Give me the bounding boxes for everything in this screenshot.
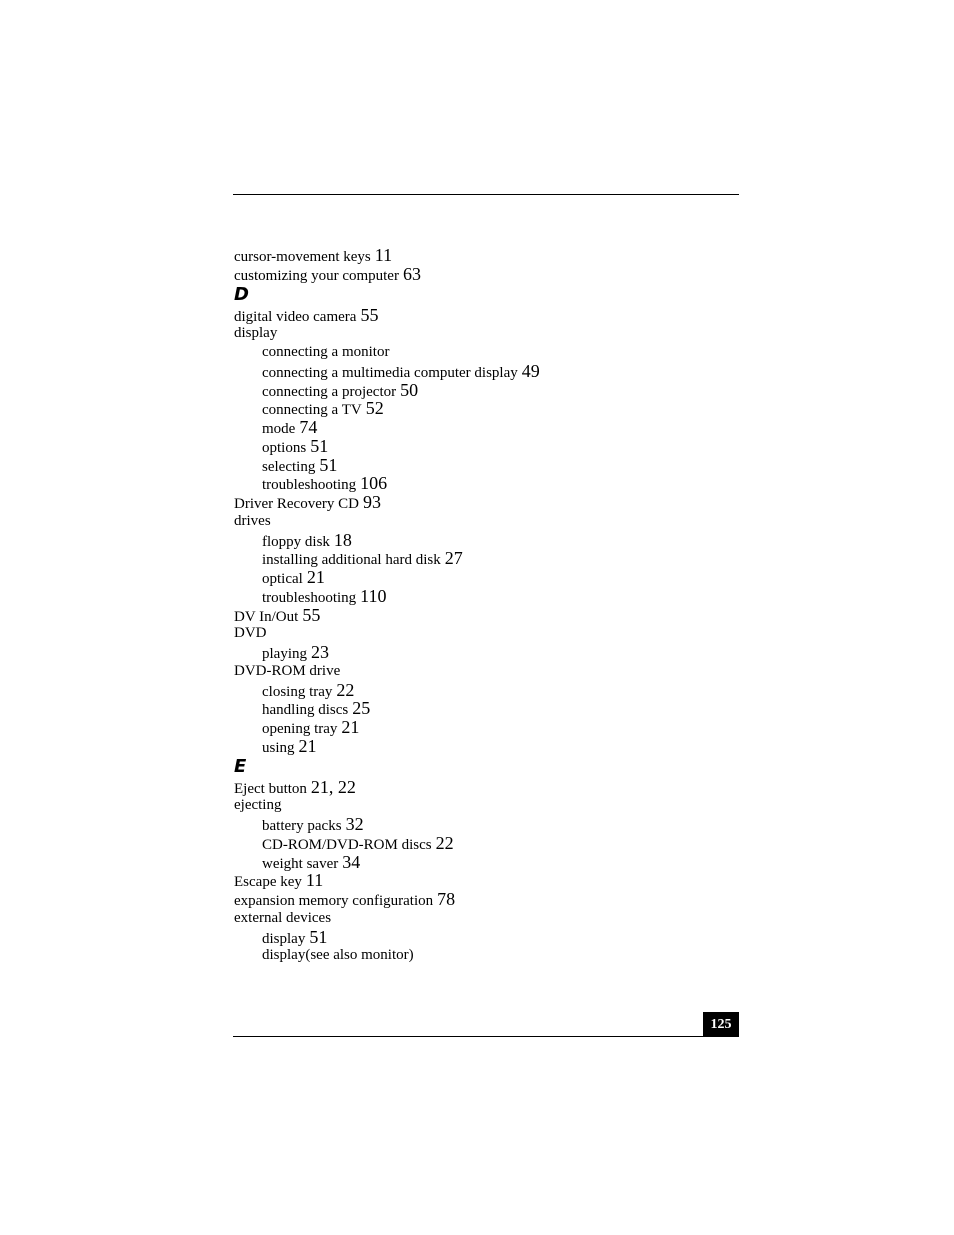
index-list <box>234 246 734 965</box>
index-term: ejecting <box>234 797 282 814</box>
index-term: DV In/Out <box>234 608 299 625</box>
index-page-ref[interactable]: 52 <box>365 398 384 419</box>
index-term: mode <box>262 421 296 437</box>
index-page-ref[interactable]: 22 <box>435 832 454 853</box>
index-section-letter <box>234 756 734 778</box>
index-term: drives <box>234 512 271 529</box>
index-term: Eject button <box>234 780 307 797</box>
index-page-ref[interactable]: 21, 22 <box>310 776 356 797</box>
footer-rule <box>233 1036 704 1037</box>
index-term: using <box>262 739 295 756</box>
index-term: connecting a TV <box>262 402 362 419</box>
index-subentry <box>234 853 734 872</box>
index-page-ref[interactable]: 110 <box>360 585 387 606</box>
index-page-ref[interactable]: 49 <box>521 360 540 381</box>
index-term: playing <box>262 646 307 662</box>
index-page-ref[interactable]: 50 <box>400 379 419 400</box>
index-term: optical <box>262 571 303 587</box>
index-term: connecting a monitor <box>262 344 390 360</box>
index-term: handling discs <box>262 702 349 719</box>
index-subentry <box>234 549 734 568</box>
index-term: connecting a multimedia computer display <box>262 364 518 381</box>
index-term: CD-ROM/DVD-ROM discs <box>262 836 432 853</box>
index-term: Escape key <box>234 874 302 891</box>
index-subentry <box>234 456 734 475</box>
index-page-ref[interactable]: 21 <box>298 735 317 756</box>
index-page-ref[interactable]: 18 <box>333 529 352 550</box>
index-page-ref[interactable]: 11 <box>374 245 393 265</box>
index-entry <box>234 909 734 928</box>
index-entry <box>234 662 734 681</box>
index-page-ref[interactable]: 21 <box>341 717 360 737</box>
index-term: floppy disk <box>262 533 330 550</box>
index-entry <box>234 265 734 284</box>
index-page-ref[interactable]: 11 <box>305 870 324 891</box>
index-subentry <box>234 699 734 718</box>
index-entry <box>234 306 734 325</box>
index-entry <box>234 493 734 512</box>
index-page-ref[interactable]: 55 <box>360 304 379 325</box>
index-page-ref[interactable]: 34 <box>342 851 361 872</box>
index-subentry <box>234 587 734 606</box>
index-page-ref[interactable]: 106 <box>360 473 388 494</box>
index-term: expansion memory configuration <box>234 893 434 909</box>
index-page-ref[interactable]: 25 <box>352 698 371 719</box>
index-term: display <box>262 930 306 947</box>
header-rule <box>233 194 739 195</box>
index-subentry <box>234 362 734 381</box>
index-page-ref[interactable]: 55 <box>302 604 321 625</box>
index-term: DVD-ROM drive <box>234 662 341 679</box>
index-page-ref[interactable]: 21 <box>306 567 325 587</box>
index-term: selecting <box>262 458 316 475</box>
index-term: closing tray <box>262 683 333 700</box>
index-entry <box>234 324 734 343</box>
index-term: display(see also monitor) <box>262 947 414 964</box>
index-term: DVD <box>234 625 267 642</box>
index-entry <box>234 890 734 909</box>
index-page-ref[interactable]: 22 <box>336 679 355 700</box>
index-page-ref[interactable]: 32 <box>345 814 364 834</box>
index-page-ref[interactable]: 51 <box>319 454 338 475</box>
index-term: battery packs <box>262 818 342 834</box>
index-entry <box>234 778 734 797</box>
index-term: troubleshooting <box>262 589 357 606</box>
index-subentry <box>234 568 734 587</box>
index-entry <box>234 246 734 265</box>
index-term: Driver Recovery CD <box>234 496 359 512</box>
index-subentry <box>234 531 734 550</box>
index-page-ref[interactable]: 78 <box>437 889 456 909</box>
index-page-ref[interactable]: 74 <box>299 417 318 437</box>
index-subentry <box>234 418 734 437</box>
index-subentry <box>234 718 734 737</box>
index-page-ref[interactable]: 63 <box>402 263 421 284</box>
index-term: opening tray <box>262 721 338 737</box>
index-page-ref[interactable]: 51 <box>310 435 329 456</box>
index-subentry <box>234 815 734 834</box>
index-section-letter <box>234 284 734 306</box>
index-entry <box>234 624 734 643</box>
index-subentry <box>234 399 734 418</box>
index-page-ref[interactable]: 27 <box>444 548 463 569</box>
index-term: troubleshooting <box>262 477 357 494</box>
index-subentry <box>234 946 734 965</box>
index-subentry <box>234 834 734 853</box>
index-subentry <box>234 343 734 362</box>
index-subentry <box>234 928 734 947</box>
index-term: options <box>262 439 307 456</box>
index-page-ref[interactable]: 93 <box>362 492 381 512</box>
index-subentry <box>234 643 734 662</box>
index-subentry <box>234 737 734 756</box>
page-number-badge: 125 <box>703 1012 739 1037</box>
index-term: weight saver <box>262 855 339 872</box>
index-page-ref[interactable]: 51 <box>309 926 328 947</box>
index-term: customizing your computer <box>234 267 399 284</box>
index-entry <box>234 871 734 890</box>
index-term: installing additional hard disk <box>262 552 441 569</box>
index-entry <box>234 796 734 815</box>
index-term: display <box>234 325 278 342</box>
index-term: digital video camera <box>234 308 357 325</box>
index-subentry <box>234 474 734 493</box>
section-letter-label: D <box>234 283 249 305</box>
index-subentry <box>234 437 734 456</box>
index-entry <box>234 512 734 531</box>
index-subentry <box>234 681 734 700</box>
index-term: external devices <box>234 909 332 926</box>
index-entry <box>234 606 734 625</box>
index-subentry <box>234 381 734 400</box>
index-term: connecting a projector <box>262 383 397 400</box>
section-letter-label: E <box>234 755 247 777</box>
index-page-ref[interactable]: 23 <box>311 642 329 662</box>
index-term: cursor-movement keys <box>234 249 371 265</box>
